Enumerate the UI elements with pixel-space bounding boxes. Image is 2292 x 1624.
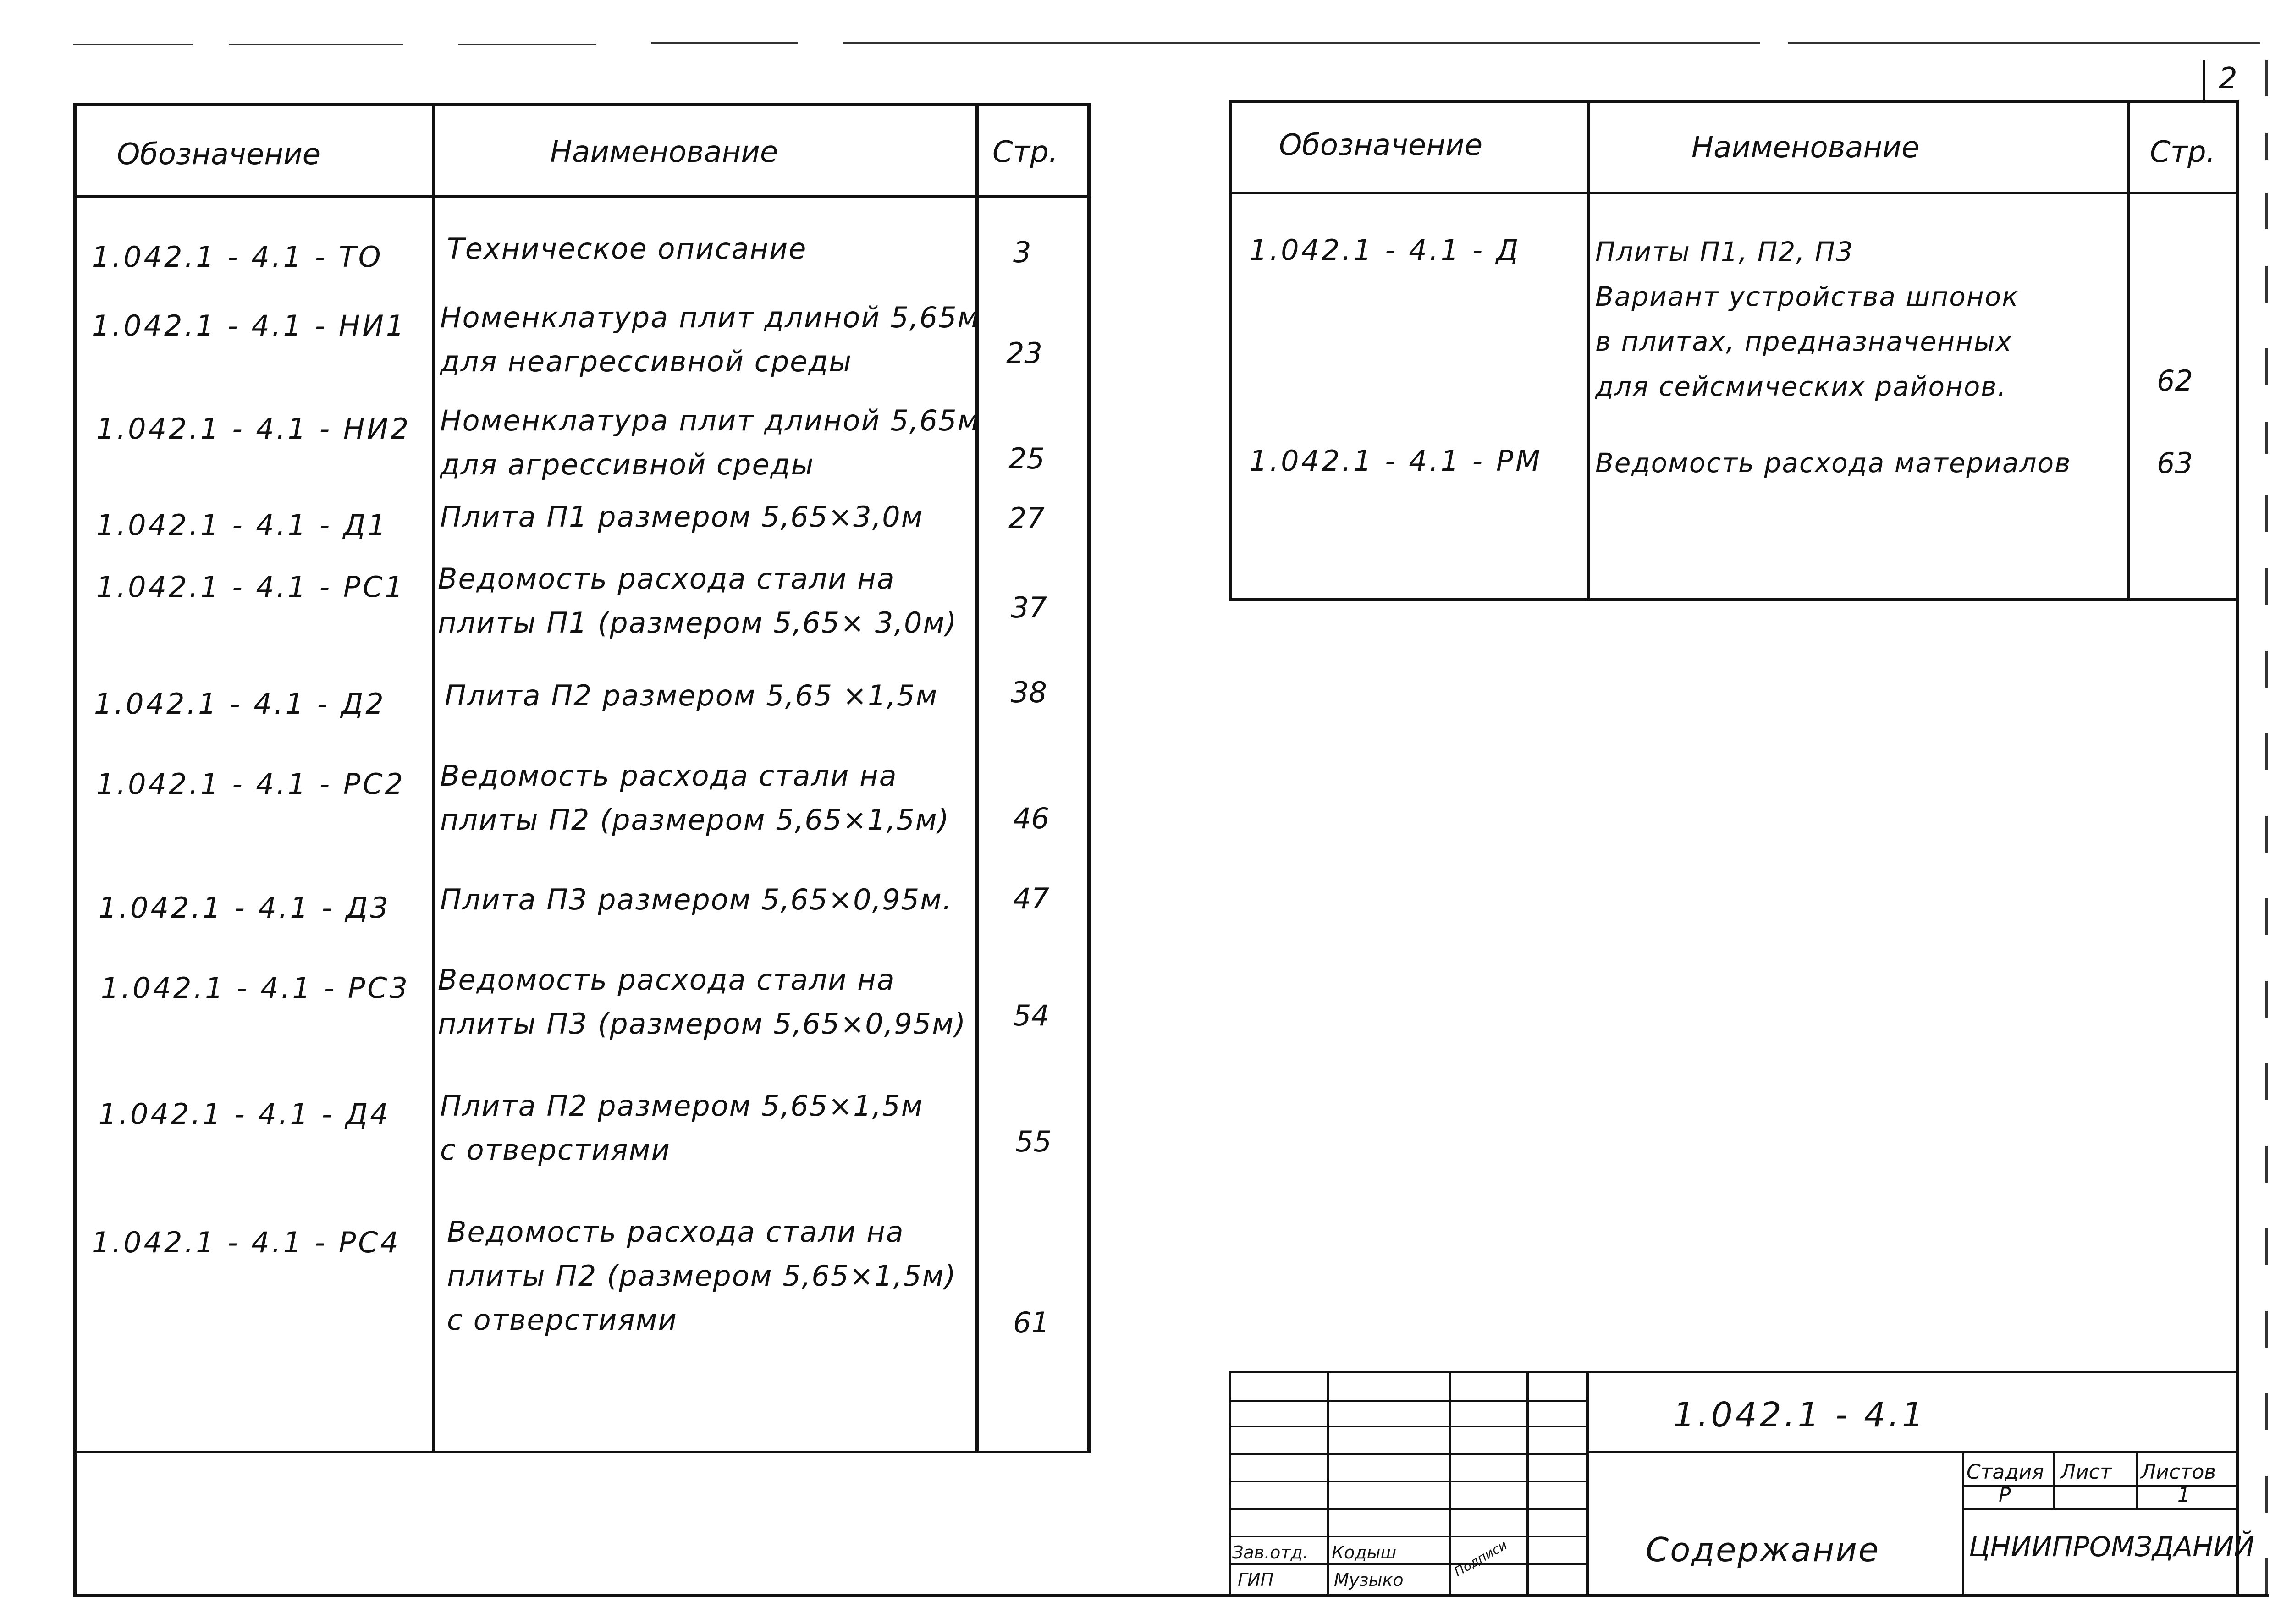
row-page: 27 <box>1008 501 1045 535</box>
row-page: 61 <box>1013 1306 1049 1339</box>
row-name: Номенклатура плит длиной 5,65м для агрессивной среды <box>440 404 980 481</box>
row-code: 1.042.1 - 4.1 - НИ1 <box>92 309 407 342</box>
right-header-name: Наименование <box>1691 131 1920 165</box>
row-page: 38 <box>1011 676 1047 709</box>
organization-name: ЦНИИПРОМЗДАНИЙ <box>1969 1531 2255 1563</box>
row-page: 63 <box>2157 446 2193 480</box>
role-head-of-dept: Зав.отд. <box>1232 1542 1308 1563</box>
row-code: 1.042.1 - 4.1 - РС1 <box>96 570 405 604</box>
row-code: 1.042.1 - 4.1 - НИ2 <box>96 412 411 446</box>
signatures-label: Подписи <box>1451 1537 1510 1580</box>
row-name: Плита П1 размером 5,65×3,0м <box>440 500 924 534</box>
row-name: Ведомость расхода стали на плиты П2 (размером 5,65×1,5м) с отверстиями <box>447 1215 957 1337</box>
row-name: Ведомость расхода стали на плиты П3 (размером 5,65×0,95м) <box>438 963 967 1040</box>
role-chief-engineer: ГИП <box>1238 1570 1274 1590</box>
row-page: 55 <box>1015 1125 1052 1158</box>
row-name: Номенклатура плит длиной 5,65м для неагрессивной среды <box>440 301 980 378</box>
sheets-label: Листов <box>2141 1460 2216 1484</box>
row-name: Ведомость расхода материалов <box>1595 447 2072 479</box>
row-name: Техническое описание <box>447 232 807 265</box>
row-code: 1.042.1 - 4.1 - РС4 <box>92 1226 401 1259</box>
row-page: 23 <box>1006 336 1042 370</box>
row-code: 1.042.1 - 4.1 - РС2 <box>96 767 405 801</box>
row-code: 1.042.1 - 4.1 - РМ <box>1249 444 1543 478</box>
document-title: Содержание <box>1646 1530 1880 1569</box>
row-page: 37 <box>1011 591 1047 624</box>
row-page: 47 <box>1013 882 1049 915</box>
row-name: Ведомость расхода стали на плиты П2 (размером 5,65×1,5м) <box>440 759 950 837</box>
row-name: Ведомость расхода стали на плиты П1 (размером 5,65× 3,0м) <box>438 562 958 639</box>
row-code: 1.042.1 - 4.1 - Д4 <box>99 1097 391 1131</box>
stage-value: Р <box>1999 1483 2011 1507</box>
document-designation: 1.042.1 - 4.1 <box>1673 1395 1926 1435</box>
row-name: Плита П3 размером 5,65×0,95м. <box>440 883 953 916</box>
row-code: 1.042.1 - 4.1 - ТО <box>92 240 383 274</box>
row-name: Плита П2 размером 5,65 ×1,5м <box>445 679 938 712</box>
row-code: 1.042.1 - 4.1 - РС3 <box>101 971 410 1005</box>
row-page: 25 <box>1008 442 1045 475</box>
row-page: 46 <box>1013 802 1049 835</box>
sheet-label: Лист <box>2061 1460 2112 1484</box>
row-page: 3 <box>1013 236 1031 269</box>
person-head-of-dept: Кодыш <box>1332 1542 1397 1563</box>
row-code: 1.042.1 - 4.1 - Д1 <box>96 508 388 542</box>
row-code: 1.042.1 - 4.1 - Д2 <box>94 687 386 721</box>
sheets-value: 1 <box>2177 1483 2190 1507</box>
row-code: 1.042.1 - 4.1 - Д3 <box>99 891 391 925</box>
left-header-name: Наименование <box>550 135 778 169</box>
page-number: 2 <box>2219 62 2237 96</box>
person-chief-engineer: Музыко <box>1334 1570 1404 1590</box>
left-header-designation: Обозначение <box>117 138 321 171</box>
row-name: Плита П2 размером 5,65×1,5м с отверстиями <box>440 1089 924 1167</box>
row-name: Плиты П1, П2, П3 Вариант устройства шпонок в плитах, предназначенных для сейсмических районов. <box>1595 236 2019 402</box>
left-header-page: Стр. <box>992 135 1058 169</box>
stage-label: Стадия <box>1967 1460 2044 1484</box>
right-header-page: Стр. <box>2150 135 2215 169</box>
right-header-designation: Обозначение <box>1279 128 1483 162</box>
row-page: 54 <box>1013 999 1049 1032</box>
row-code: 1.042.1 - 4.1 - Д <box>1249 233 1521 267</box>
row-page: 62 <box>2157 364 2193 397</box>
